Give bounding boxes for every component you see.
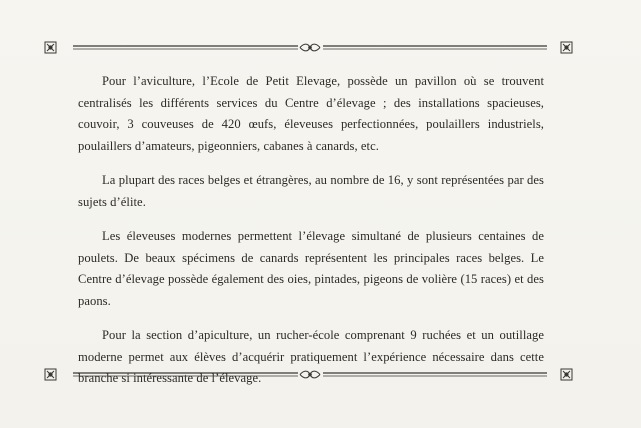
bottom-left-rule <box>73 373 298 376</box>
top-ornamental-border <box>0 40 641 56</box>
bottom-right-rule <box>323 373 547 376</box>
bottom-center-scroll-icon <box>300 371 320 378</box>
bottom-right-fleuron-icon <box>561 369 572 380</box>
top-right-fleuron-icon <box>561 42 572 53</box>
paragraph-races: La plupart des races belges et étrangères, au nombre de 16, y sont représentées par des sujets d’élite. <box>78 173 544 209</box>
bottom-ornamental-border <box>0 367 641 383</box>
top-center-scroll-icon <box>300 44 320 51</box>
paragraph-apiculture: Pour la section d’apiculture, un rucher-école comprenant 9 ruchées et un outillage moderne permet aux élèves d’acquérir pratiquement l’expérience nécessaire dans cette branche si intéressante de l’élevage. <box>78 328 544 385</box>
top-left-fleuron-icon <box>45 42 56 53</box>
paragraph-eleveuses: Les éleveuses modernes permettent l’élevage simultané de plusieurs centaines de poulets. De beaux spécimens de canards représentent les principales races belges. Le Centre d’élevage possède également des oies, pintades, pigeons de volière (15 races) et des paons. <box>78 229 544 308</box>
bottom-left-fleuron-icon <box>45 369 56 380</box>
body-text <box>78 71 544 390</box>
top-right-rule <box>323 46 547 49</box>
paragraph-aviculture: Pour l’aviculture, l’Ecole de Petit Elevage, possède un pavillon où se trouvent centralisés les différents services du Centre d’élevage ; des installations spacieuses, couvoir, 3 couveuses de 420 œufs, éleveuses perfectionnées, poulaillers industriels, poulaillers d’amateurs, pigeonniers, cabanes à canards, etc. <box>78 74 544 153</box>
top-left-rule <box>73 46 298 49</box>
